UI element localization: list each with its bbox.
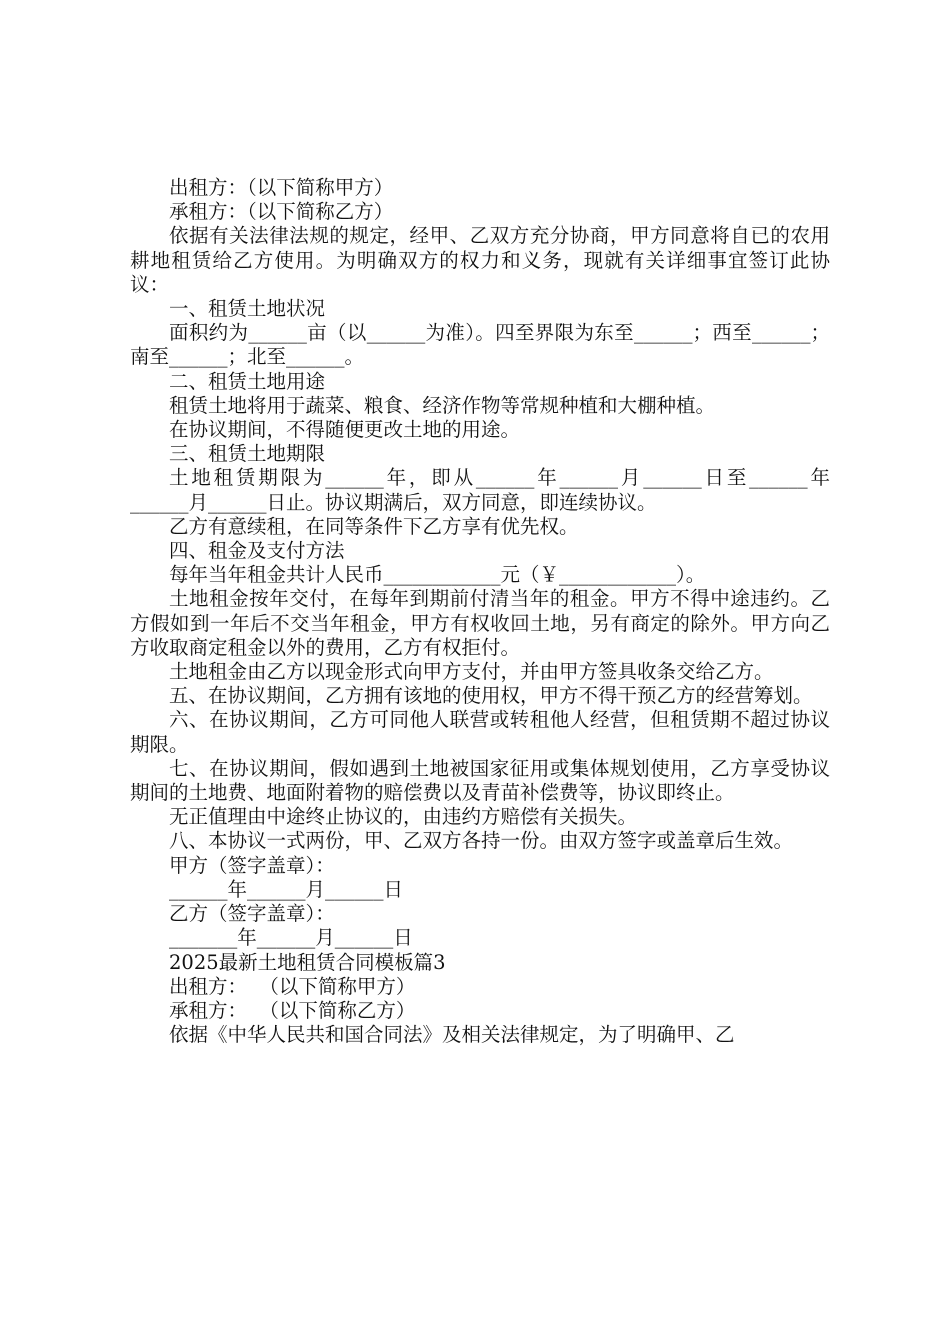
clause-5-paragraph: 五、在协议期间，乙方拥有该地的使用权，甲方不得干预乙方的经营筹划。: [169, 684, 813, 708]
section-heading-3: 三、租赁土地期限: [169, 442, 326, 466]
land-area-paragraph: 面积约为______亩（以______为准）。四至界限为东至______；西至______；南至______；北至______。: [130, 321, 830, 369]
document-body: [130, 176, 830, 1047]
intro-paragraph: 依据有关法律法规的规定，经甲、乙双方充分协商，甲方同意将自已的农用耕地租赁给乙方使用。为明确双方的权力和义务，现就有关详细事宜签订此协议：: [130, 224, 830, 296]
lease-term-paragraph: 土地租赁期限为______年，即从______年______月______日至______年______月______日止。协议期满后，双方同意，即连续协议。: [130, 466, 830, 514]
lessee-line: 承租方：（以下简称乙方）: [169, 200, 394, 224]
land-use-restriction: 在协议期间，不得随便更改土地的用途。: [169, 418, 521, 442]
party-b-date: _______年______月______日: [169, 926, 413, 950]
template-3-intro: 依据《中华人民共和国合同法》及相关法律规定，为了明确甲、乙: [169, 1023, 735, 1047]
termination-paragraph: 无正值理由中途终止协议的，由违约方赔偿有关损失。: [169, 805, 638, 829]
template-3-lessee-line: 承租方： （以下简称乙方）: [169, 998, 416, 1022]
land-use-paragraph: 租赁土地将用于蔬菜、粮食、经济作物等常规种植和大棚种植。: [169, 393, 716, 417]
party-b-signature: 乙方（签字盖章）：: [169, 902, 335, 926]
party-a-signature: 甲方（签字盖章）：: [169, 853, 335, 877]
rent-payment-paragraph: 土地租金按年交付，在每年到期前付清当年的租金。甲方不得中途违约。乙方假如到一年后不交当年租金，甲方有权收回土地，另有商定的除外。甲方向乙方收取商定租金以外的费用，乙方有权拒付。: [130, 587, 830, 659]
clause-8-paragraph: 八、本协议一式两份，甲、乙双方各持一份。由双方签字或盖章后生效。: [169, 829, 794, 853]
template-3-title: 2025最新土地租赁合同模板篇3: [169, 950, 446, 974]
section-heading-1: 一、租赁土地状况: [169, 297, 326, 321]
clause-6-paragraph: 六、在协议期间，乙方可同他人联营或转租他人经营，但租赁期不超过协议期限。: [130, 708, 830, 756]
section-heading-4: 四、租金及支付方法: [169, 539, 345, 563]
party-a-date: ______年______月______日: [169, 877, 404, 901]
lessor-line: 出租方：（以下简称甲方）: [169, 176, 394, 199]
clause-7-paragraph: 七、在协议期间，假如遇到土地被国家征用或集体规划使用，乙方享受协议期间的土地费、地面附着物的赔偿费以及青苗补偿费等，协议即终止。: [130, 756, 830, 805]
rent-amount-paragraph: 每年当年租金共计人民币____________元（￥____________）。: [169, 563, 706, 587]
section-heading-2: 二、租赁土地用途: [169, 369, 326, 393]
rent-method-paragraph: 土地租金由乙方以现金形式向甲方支付，并由甲方签具收条交给乙方。: [169, 660, 774, 684]
renewal-paragraph: 乙方有意续租，在同等条件下乙方享有优先权。: [169, 514, 579, 538]
template-3-lessor-line: 出租方： （以下简称甲方）: [169, 974, 416, 998]
